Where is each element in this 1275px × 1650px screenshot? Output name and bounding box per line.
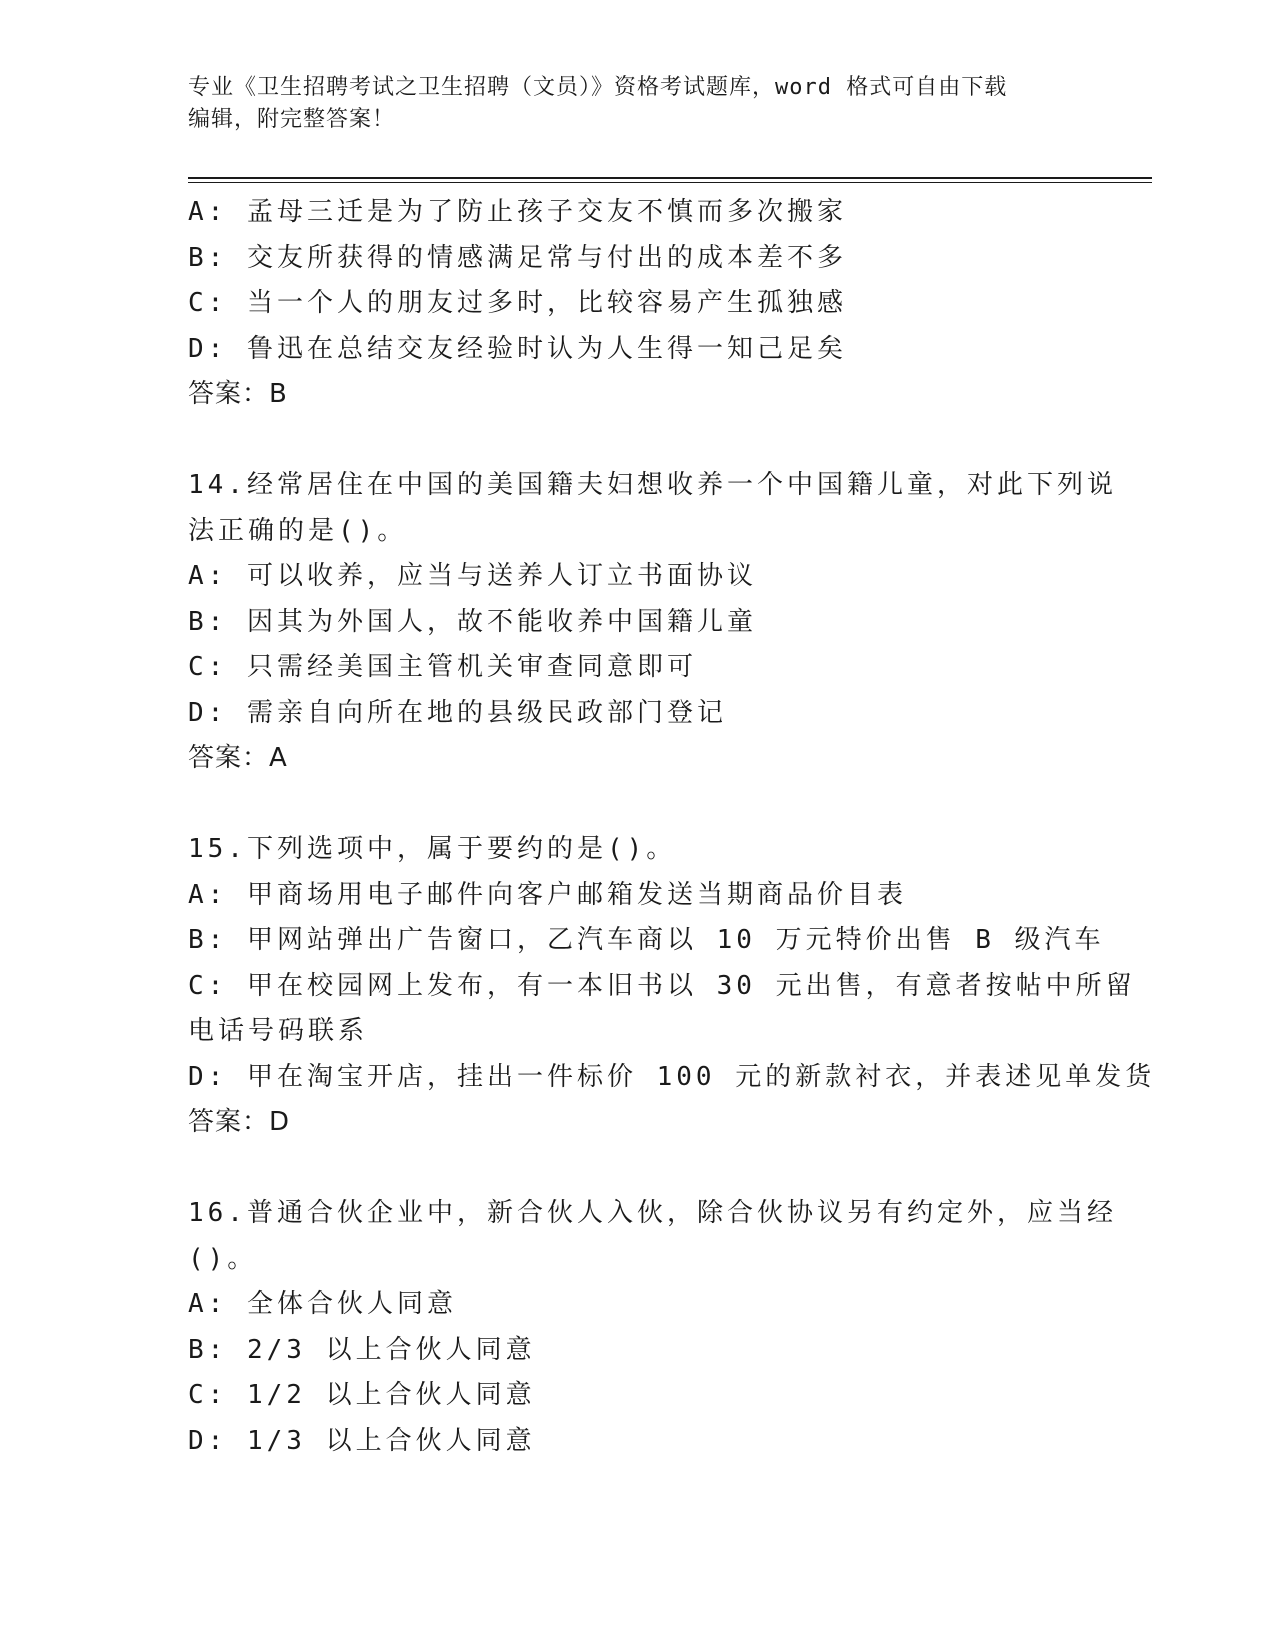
q13-option-b: B: 交友所获得的情感满足常与付出的成本差不多	[188, 242, 847, 273]
q14-option-c: C: 只需经美国主管机关审查同意即可	[188, 652, 697, 682]
q15-answer: 答案：D	[188, 1107, 291, 1137]
header-line-1: 专业《卫生招聘考试之卫生招聘（文员）》资格考试题库，word 格式可自由下载	[188, 75, 1008, 100]
question-15	[188, 827, 1156, 1146]
q15-option-a: A: 甲商场用电子邮件向客户邮箱发送当期商品价目表	[188, 879, 907, 910]
q13-option-d: D: 鲁迅在总结交友经验时认为人生得一知己足矣	[188, 333, 847, 364]
question-14	[188, 463, 1117, 782]
header-line-2: 编辑，附完整答案！	[188, 107, 396, 132]
q14-option-b: B: 因其为外国人，故不能收养中国籍儿童	[188, 606, 757, 637]
header-rule-thick	[188, 177, 1152, 179]
header-rule-thin	[188, 182, 1152, 183]
q14-option-d: D: 需亲自向所在地的县级民政部门登记	[188, 697, 727, 728]
q13-option-c: C: 当一个人的朋友过多时，比较容易产生孤独感	[188, 288, 847, 318]
q15-option-c-line-2: 电话号码联系	[188, 1016, 369, 1046]
q16-option-b: B: 2/3 以上合伙人同意	[188, 1334, 536, 1365]
q14-stem-line-1: 14.经常居住在中国的美国籍夫妇想收养一个中国籍儿童，对此下列说	[188, 470, 1117, 500]
q13-option-a: A: 孟母三迁是为了防止孩子交友不慎而多次搬家	[188, 197, 847, 227]
q15-option-d: D: 甲在淘宝开店，挂出一件标价 100 元的新款衬衣，并表述见单发货	[188, 1061, 1156, 1092]
q14-option-a: A: 可以收养，应当与送养人订立书面协议	[188, 561, 757, 591]
q16-stem-line-2: ()。	[188, 1243, 258, 1274]
q14-answer: 答案：A	[188, 743, 288, 773]
q13-answer: 答案：B	[188, 379, 288, 409]
question-16	[188, 1191, 1117, 1464]
question-content	[188, 190, 1156, 1464]
document-header	[188, 72, 1088, 136]
q16-option-c: C: 1/2 以上合伙人同意	[188, 1380, 536, 1410]
spacer	[188, 1146, 1088, 1192]
question-13	[188, 190, 1088, 418]
spacer	[188, 782, 1088, 828]
q15-stem-line-1: 15.下列选项中，属于要约的是()。	[188, 834, 677, 864]
q16-option-a: A: 全体合伙人同意	[188, 1289, 457, 1319]
spacer	[188, 418, 1088, 464]
q15-option-c-line-1: C: 甲在校园网上发布，有一本旧书以 30 元出售，有意者按帖中所留	[188, 970, 1136, 1001]
q16-stem-line-1: 16.普通合伙企业中，新合伙人入伙，除合伙协议另有约定外，应当经	[188, 1198, 1117, 1228]
q15-option-b: B: 甲网站弹出广告窗口，乙汽车商以 10 万元特价出售 B 级汽车	[188, 925, 1105, 955]
q14-stem-line-2: 法正确的是()。	[188, 515, 408, 546]
q16-option-d: D: 1/3 以上合伙人同意	[188, 1425, 536, 1456]
